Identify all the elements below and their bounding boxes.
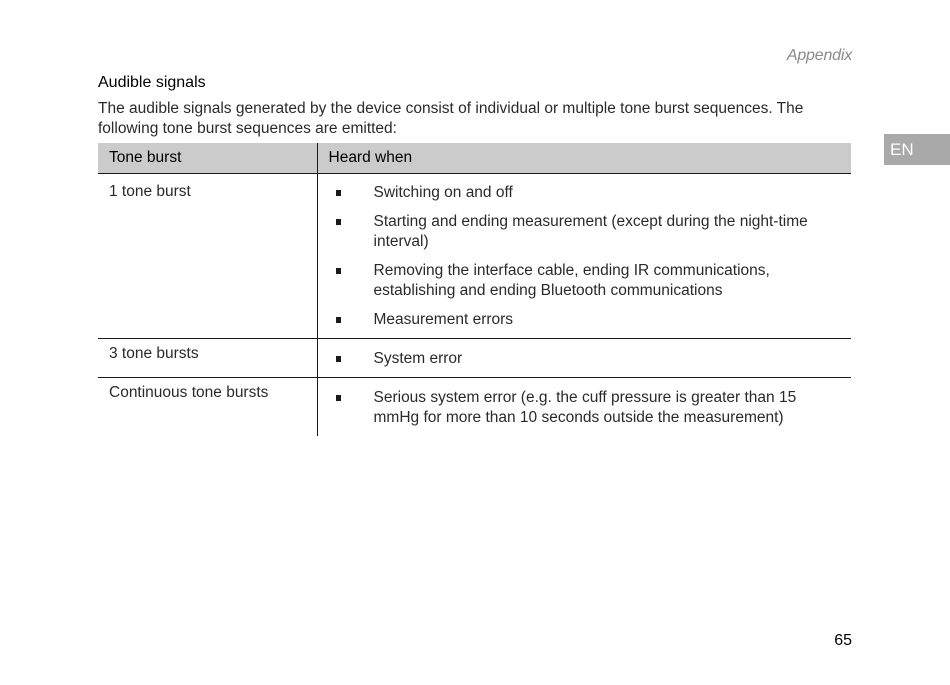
table-row [98,339,851,378]
list-item-text: Removing the interface cable, ending IR communications, establishing and ending Bluetooth communications [373,262,770,299]
tone-burst-cell: Continuous tone bursts [109,384,269,401]
heard-when-cell [317,339,851,378]
bullet-icon [336,268,341,274]
tone-burst-cell: 1 tone burst [98,174,317,339]
condition-list [318,349,852,369]
list-item-text: System error [373,350,463,367]
list-item [318,183,852,203]
list-item-text: Serious system error (e.g. the cuff pressure is greater than 15 mmHg for more than 10 seconds outside the measurement) [373,389,797,426]
bullet-icon [336,317,341,323]
table-row [98,174,851,339]
bullet-icon [336,395,341,401]
intro-paragraph: The audible signals generated by the device consist of individual or multiple tone burst sequences. The following tone burst sequences are emitted: [98,100,804,137]
condition-list [318,388,852,428]
list-item [318,261,852,301]
list-item [318,212,852,252]
heard-when-cell [317,378,851,437]
condition-list [318,183,852,330]
bullet-icon [336,356,341,362]
table-row [98,378,851,437]
bullet-icon [336,219,341,225]
tone-burst-cell: 3 tone bursts [98,339,317,378]
section-title: Audible signals [98,74,206,91]
column-header-tone-burst: Tone burst [98,143,317,174]
list-item [318,349,852,369]
list-item-text: Switching on and off [373,184,513,201]
heard-when-cell [317,174,851,339]
page-number: 65 [834,632,852,649]
list-item [318,388,852,428]
column-header-heard-when: Heard when [317,143,851,174]
list-item-text: Measurement errors [373,311,514,328]
running-header: Appendix [786,47,852,64]
list-item-text: Starting and ending measurement (except during the night-time interval) [373,213,808,250]
table-header-row [98,143,851,174]
language-tab: EN [884,134,950,165]
bullet-icon [336,190,341,196]
list-item [318,310,852,330]
audible-signals-table [98,143,851,436]
